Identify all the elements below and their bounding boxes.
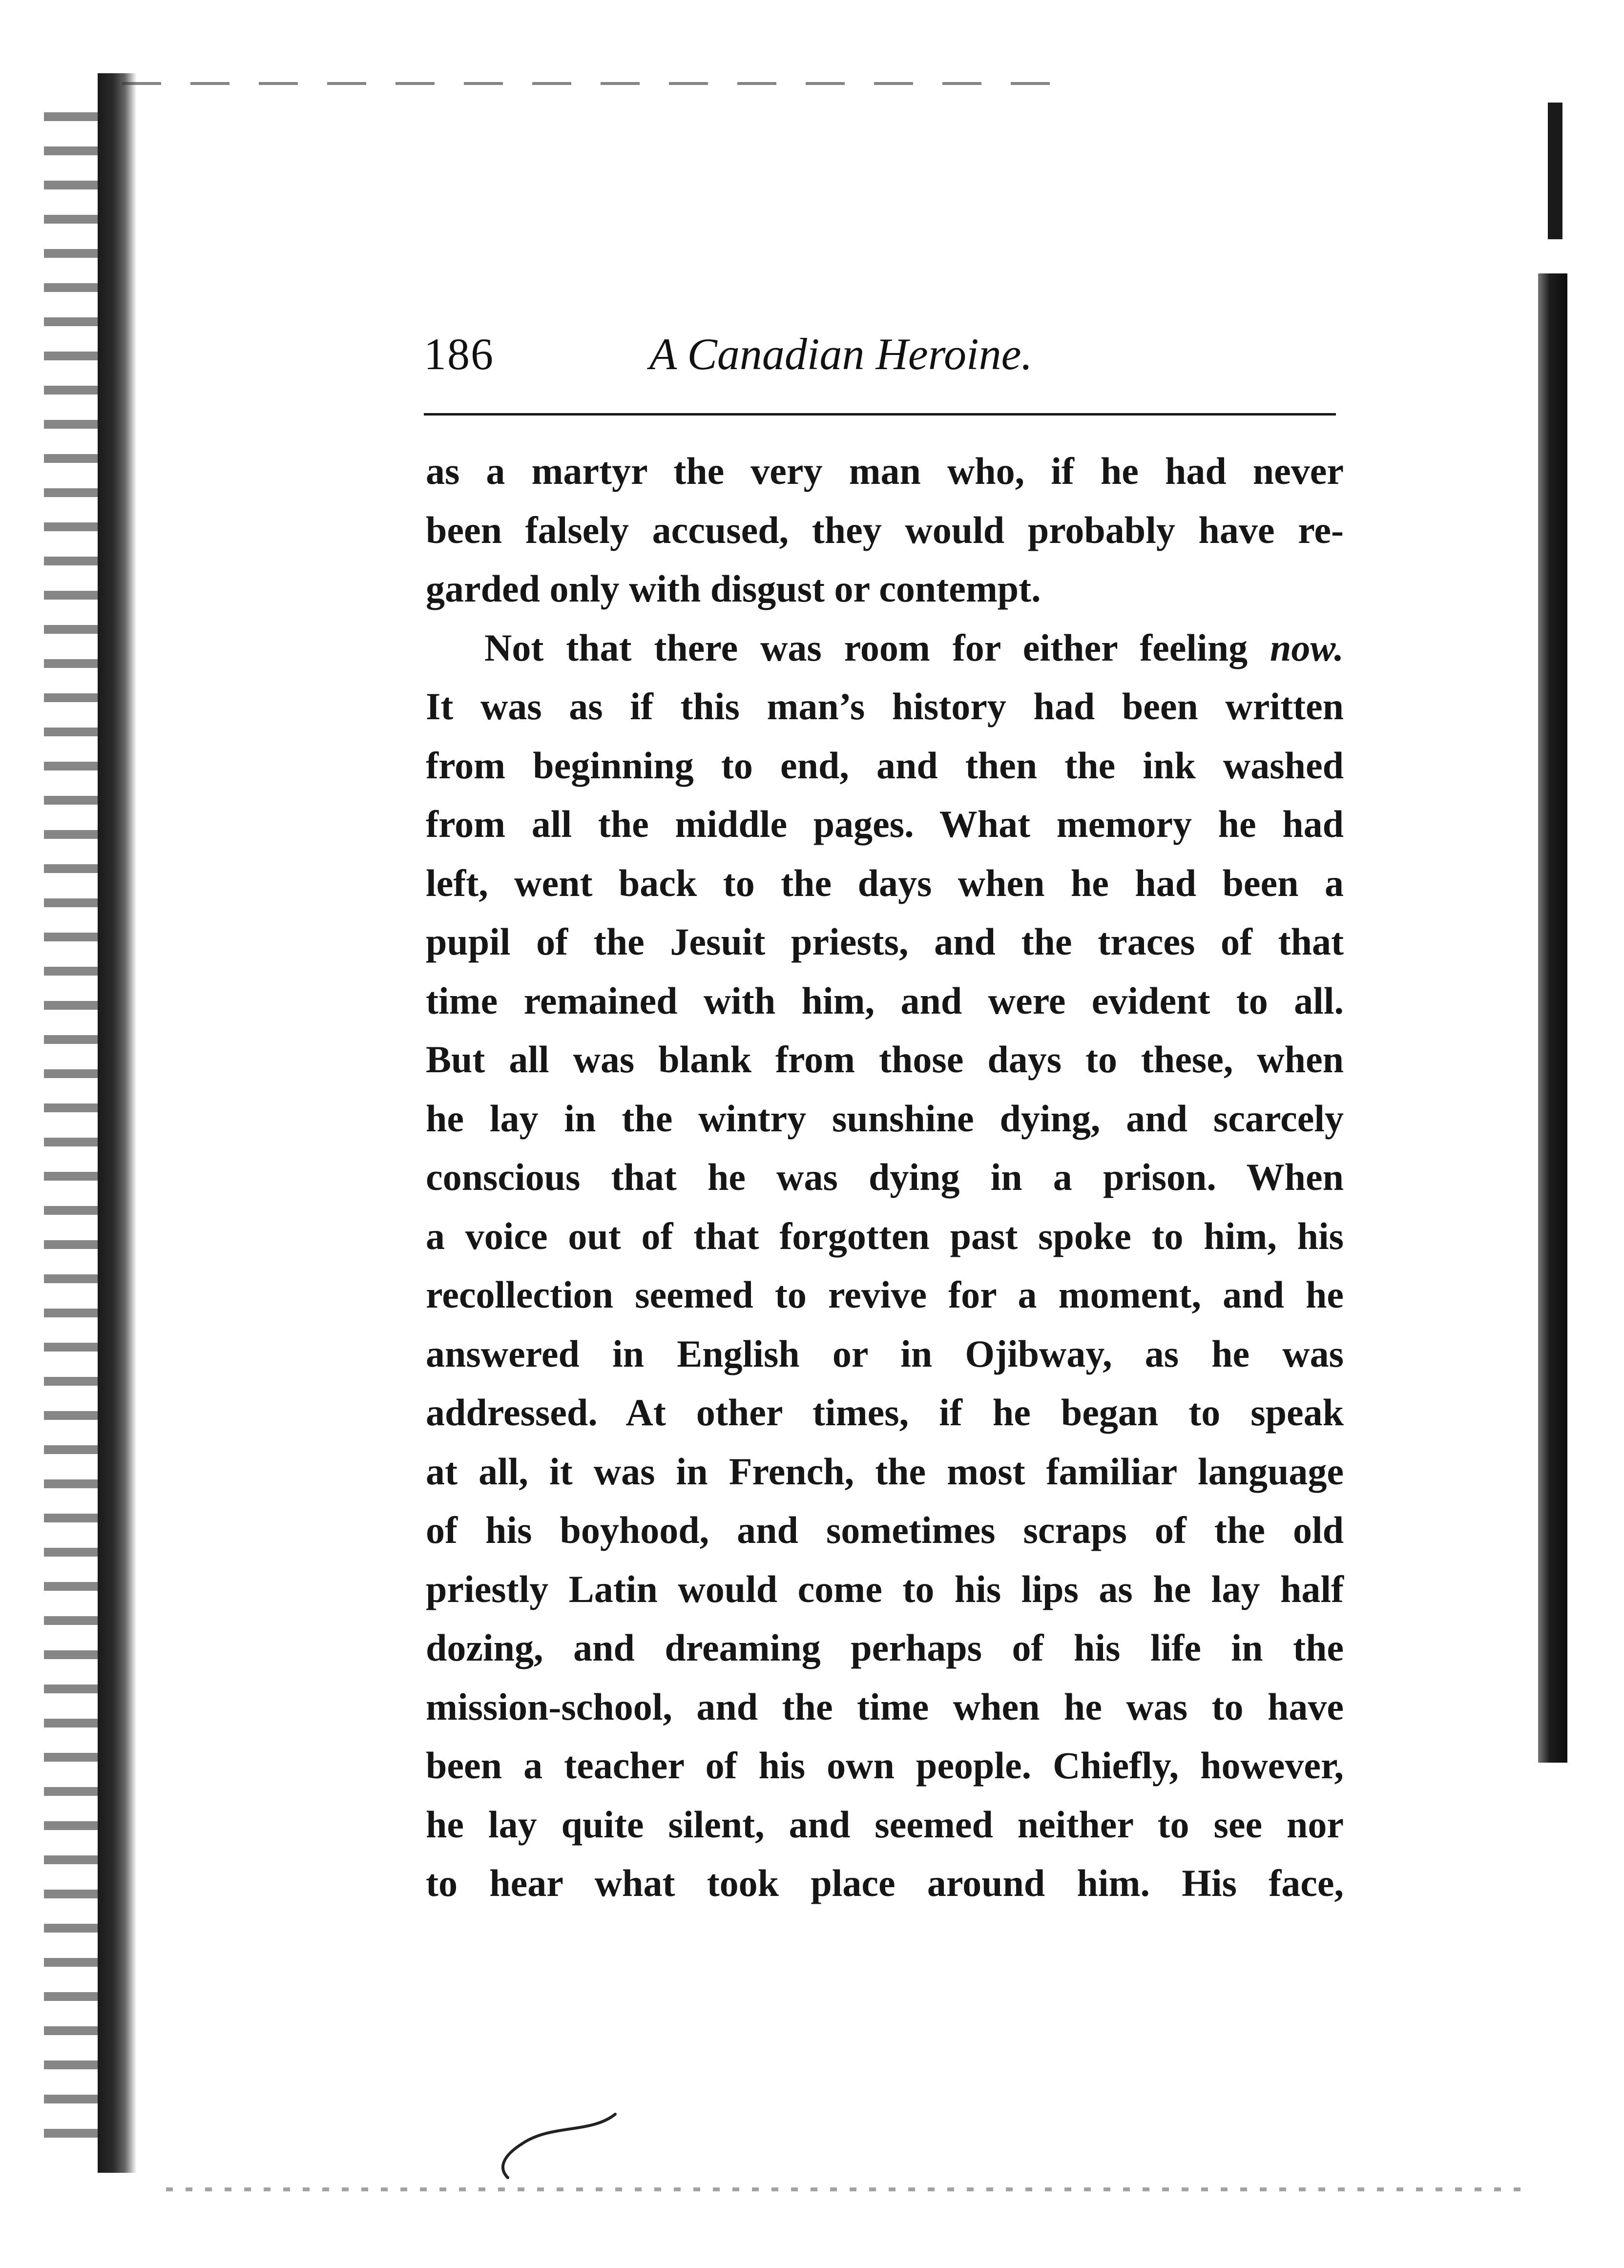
text-line: been falsely accused, they would probably have re- <box>426 508 1344 551</box>
text-line <box>426 619 1344 678</box>
text-line: from all the middle pages. What memory he had <box>426 803 1344 845</box>
text-line: he lay in the wintry sunshine dying, and scarcely <box>426 1097 1344 1140</box>
emphasized-word: now. <box>1270 626 1344 669</box>
text-line-segment: Not that there was room for either feeling <box>484 626 1248 669</box>
text-line: time remained with him, and were evident to all. <box>426 979 1344 1022</box>
page-number: 186 <box>424 329 494 379</box>
text-line: recollection seemed to revive for a moment, and he <box>426 1273 1344 1316</box>
body-text <box>426 442 1344 1913</box>
text-line: to hear what took place around him. His face, <box>426 1862 1344 1904</box>
bottom-page-edge <box>166 2187 1533 2191</box>
text-line: It was as if this man’s history had been written <box>426 685 1344 728</box>
text-line: garded only with disgust or contempt. <box>426 567 1041 610</box>
text-line: of his boyhood, and sometimes scraps of the old <box>426 1509 1344 1551</box>
text-line: pupil of the Jesuit priests, and the traces of that <box>426 920 1344 963</box>
running-title: A Canadian Heroine. <box>649 329 1033 379</box>
text-line: priestly Latin would come to his lips as he lay half <box>426 1567 1344 1610</box>
text-line: dozing, and dreaming perhaps of his life in the <box>426 1626 1344 1669</box>
right-edge-shadow <box>1538 273 1567 1763</box>
text-line: from beginning to end, and then the ink washed <box>426 744 1344 787</box>
top-page-edge <box>122 82 1050 85</box>
header-rule <box>424 413 1336 416</box>
text-line: as a martyr the very man who, if he had never <box>426 450 1344 492</box>
running-head <box>424 320 1342 388</box>
text-line: left, went back to the days when he had been a <box>426 861 1344 904</box>
binding-scan-artifact <box>44 112 98 2163</box>
text-line: conscious that he was dying in a prison. When <box>426 1156 1344 1198</box>
text-line: addressed. At other times, if he began to speak <box>426 1391 1344 1434</box>
pencil-mark <box>493 2104 620 2183</box>
text-line: But all was blank from those days to these, when <box>426 1038 1344 1081</box>
text-line: answered in English or in Ojibway, as he was <box>426 1332 1344 1375</box>
text-line: been a teacher of his own people. Chiefly, however, <box>426 1744 1344 1787</box>
text-line: he lay quite silent, and seemed neither to see nor <box>426 1803 1344 1846</box>
text-line: mission-school, and the time when he was to have <box>426 1685 1344 1728</box>
text-line: at all, it was in French, the most familiar language <box>426 1450 1344 1493</box>
binding-shadow <box>98 73 137 2173</box>
text-line: a voice out of that forgotten past spoke to him, his <box>426 1214 1344 1257</box>
right-edge-shadow-top <box>1548 103 1562 239</box>
